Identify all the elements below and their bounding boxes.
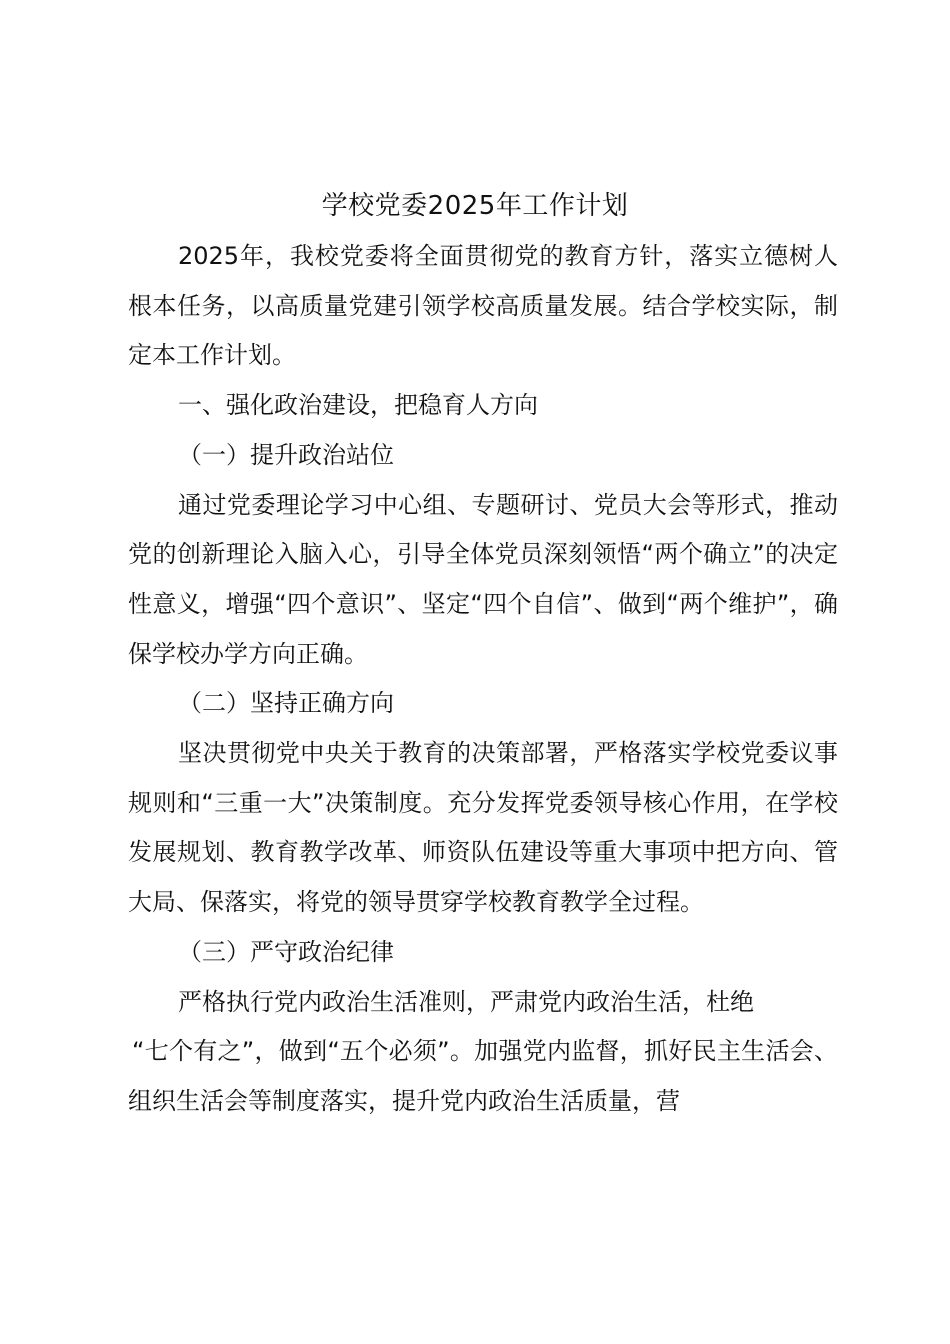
subsection-paragraph-3-line-1: 严格执行党内政治生活准则，严肃党内政治生活，杜绝 — [178, 987, 754, 1016]
subsection-heading-3: （三）严守政治纪律 — [178, 937, 394, 966]
intro-paragraph: 2025年，我校党委将全面贯彻党的教育方针，落实立德树人根本任务，以高质量党建引领学校高质量发展。结合学校实际，制定本工作计划。 — [128, 242, 838, 370]
document-title: 学校党委2025年工作计划 — [321, 191, 629, 221]
subsection-paragraph-2: 坚决贯彻党中央关于教育的决策部署，严格落实学校党委议事规则和“三重一大”决策制度。充分发挥党委领导核心作用，在学校发展规划、教育教学改革、师资队伍建设等重大事项中把方向、管大局、保落实，将党的领导贯穿学校教育教学全过程。 — [128, 739, 838, 917]
document-body — [128, 232, 838, 1127]
section-heading-1: 一、强化政治建设，把稳育人方向 — [178, 391, 538, 420]
subsection-heading-1: （一）提升政治站位 — [178, 440, 394, 469]
subsection-paragraph-1: 通过党委理论学习中心组、专题研讨、党员大会等形式，推动党的创新理论入脑入心，引导全体党员深刻领悟“两个确立”的决定性意义，增强“四个意识”、坚定“四个自信”、做到“两个维护”，确保学校办学方向正确。 — [128, 490, 838, 668]
subsection-paragraph-3-continuation: “七个有之”，做到“五个必须”。加强党内监督，抓好民主生活会、组织生活会等制度落实，提升党内政治生活质量，营 — [128, 1037, 838, 1115]
subsection-heading-2: （二）坚持正确方向 — [178, 689, 394, 718]
